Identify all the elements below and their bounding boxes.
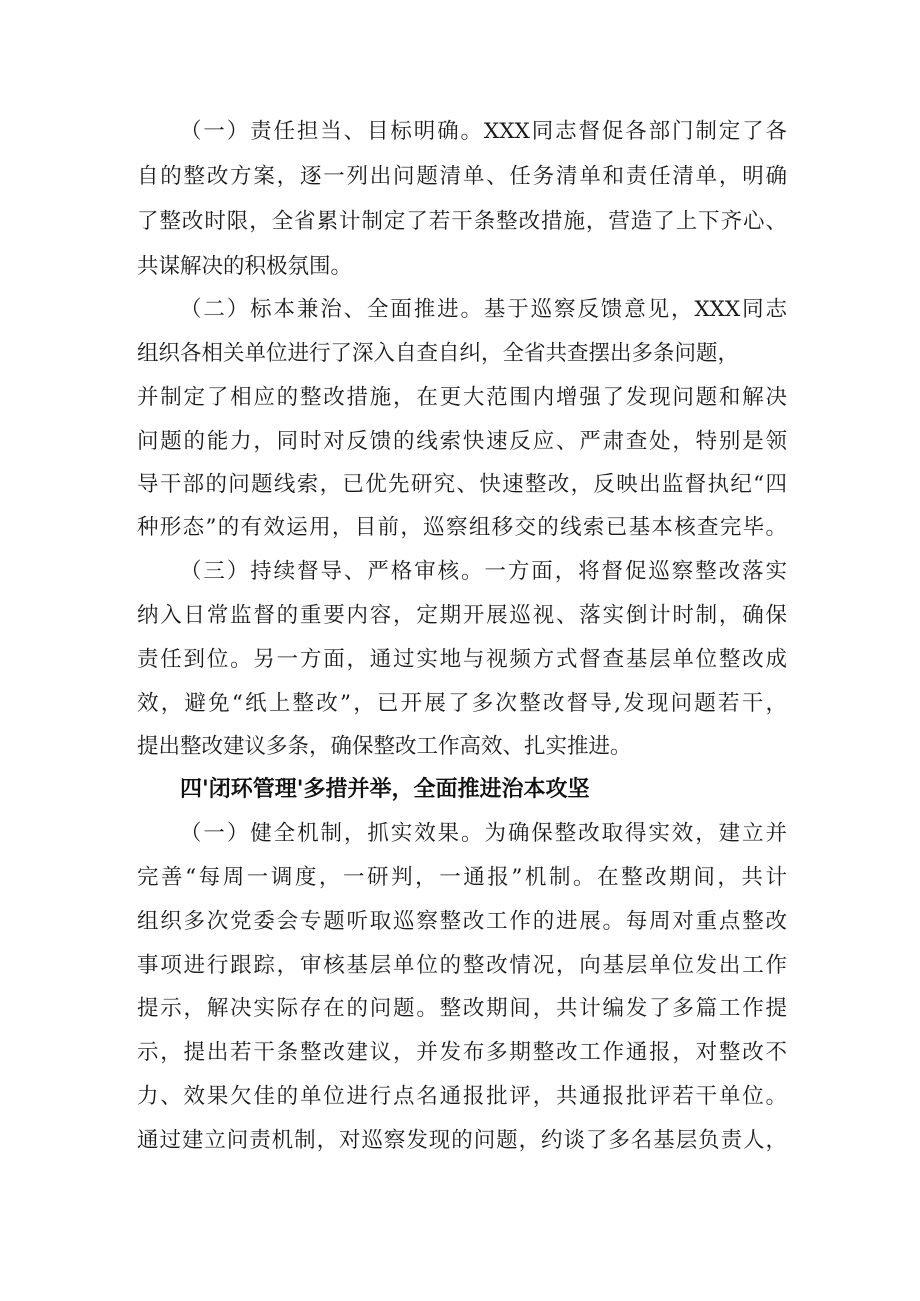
paragraph-1-line-2: 自的整改方案，逐一列出问题清单、任务清单和责任清单，明确 [137, 164, 787, 189]
paragraph-3-line-4: 效，避免“纸上整改”，已开展了多次整改督导,发现问题若干， [137, 691, 787, 716]
paragraph-3-line-2: 纳入日常监督的重要内容，定期开展巡视、落实倒计时制，确保 [137, 603, 787, 628]
paragraph-2-line-4: 问题的能力，同时对反馈的线索快速反应、严肃查处，特别是领 [137, 429, 787, 454]
paragraph-2-line-1: （二）标本兼治、全面推进。基于巡察反馈意见，XXX同志 [180, 297, 787, 322]
paragraph-1-line-4: 共谋解决的积极氛围。 [137, 254, 353, 279]
paragraph-4-line-6: 示，提出若干条整改建议，并发布多期整改工作通报，对整改不 [137, 1040, 787, 1065]
paragraph-3-line-3: 责任到位。另一方面，通过实地与视频方式督查基层单位整改成 [137, 647, 787, 672]
paragraph-2-line-3: 并制定了相应的整改措施，在更大范围内增强了发现问题和解决 [137, 385, 787, 410]
paragraph-4-line-8: 通过建立问责机制，对巡察发现的问题，约谈了多名基层负责人， [137, 1128, 787, 1153]
paragraph-1-line-3: 了整改时限，全省累计制定了若干条整改措施，营造了上下齐心、 [137, 209, 787, 234]
paragraph-4-line-4: 事项进行跟踪，审核基层单位的整改情况，向基层单位发出工作 [137, 953, 787, 978]
paragraph-4-line-1: （一）健全机制，抓实效果。为确保整改取得实效，建立并 [180, 821, 787, 846]
paragraph-3-line-5: 提出整改建议多条，确保整改工作高效、扎实推进。 [137, 734, 632, 759]
paragraph-4-line-7: 力、效果欠佳的单位进行点名通报批评，共通报批评若干单位。 [137, 1084, 787, 1109]
paragraph-4-line-3: 组织多次党委会专题听取巡察整改工作的进展。每周对重点整改 [137, 909, 787, 934]
paragraph-4-line-2: 完善“每周一调度，一研判，一通报”机制。在整改期间，共计 [137, 865, 787, 890]
paragraph-3-line-1: （三）持续督导、严格审核。一方面，将督促巡察整改落实 [180, 559, 787, 584]
paragraph-2-line-6: 种形态”的有效运用，目前，巡察组移交的线索已基本核查完毕。 [137, 515, 787, 540]
paragraph-1-line-1: （一）责任担当、目标明确。XXX同志督促各部门制定了各 [180, 119, 787, 144]
paragraph-2-line-2: 组织各相关单位进行了深入自查自纠，全省共查摆出多条问题， [137, 341, 740, 366]
section-heading: 四'闭环管理'多措并举，全面推进治本攻坚 [180, 777, 590, 802]
paragraph-2-line-5: 导干部的问题线索，已优先研究、快速整改，反映出监督执纪“四 [137, 472, 787, 497]
paragraph-4-line-5: 提示，解决实际存在的问题。整改期间，共计编发了多篇工作提 [137, 996, 787, 1021]
